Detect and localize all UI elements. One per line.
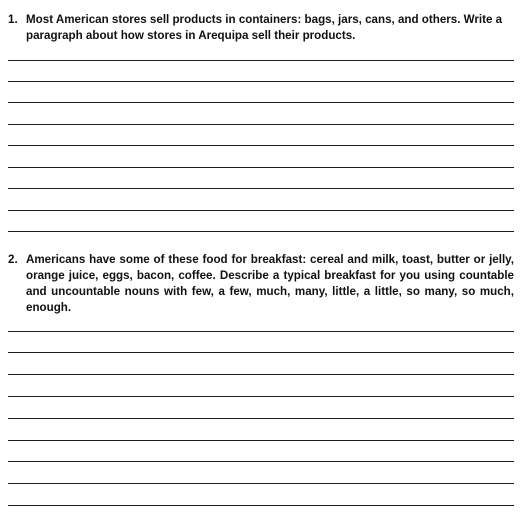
- question-number: 2.: [8, 253, 18, 266]
- answer-line[interactable]: [8, 188, 514, 189]
- answer-line[interactable]: [8, 331, 514, 332]
- answer-line[interactable]: [8, 124, 514, 125]
- answer-line[interactable]: [8, 396, 514, 397]
- answer-line[interactable]: [8, 210, 514, 211]
- answer-line[interactable]: [8, 483, 514, 484]
- answer-line[interactable]: [8, 440, 514, 441]
- answer-line[interactable]: [8, 81, 514, 82]
- answer-line[interactable]: [8, 231, 514, 232]
- answer-line[interactable]: [8, 60, 514, 61]
- question-number: 1.: [8, 13, 18, 26]
- answer-line[interactable]: [8, 505, 514, 506]
- answer-line[interactable]: [8, 352, 514, 353]
- question-1: [8, 12, 514, 44]
- answer-line[interactable]: [8, 145, 514, 146]
- question-text: Most American stores sell products in containers: bags, jars, cans, and others. Write a paragraph about how stores in Arequipa sell their products.: [26, 13, 503, 42]
- answer-line[interactable]: [8, 418, 514, 419]
- answer-line[interactable]: [8, 374, 514, 375]
- question-2: [8, 252, 514, 316]
- question-text: Americans have some of these food for breakfast: cereal and milk, toast, butter or jelly, orange juice, eggs, bacon, coffee. Describe a typical breakfast for you using countable and uncountable nouns with few, a few, much, many, little, a little, so many, so much, enough.: [26, 253, 514, 314]
- answer-line[interactable]: [8, 461, 514, 462]
- answer-line[interactable]: [8, 167, 514, 168]
- answer-line[interactable]: [8, 102, 514, 103]
